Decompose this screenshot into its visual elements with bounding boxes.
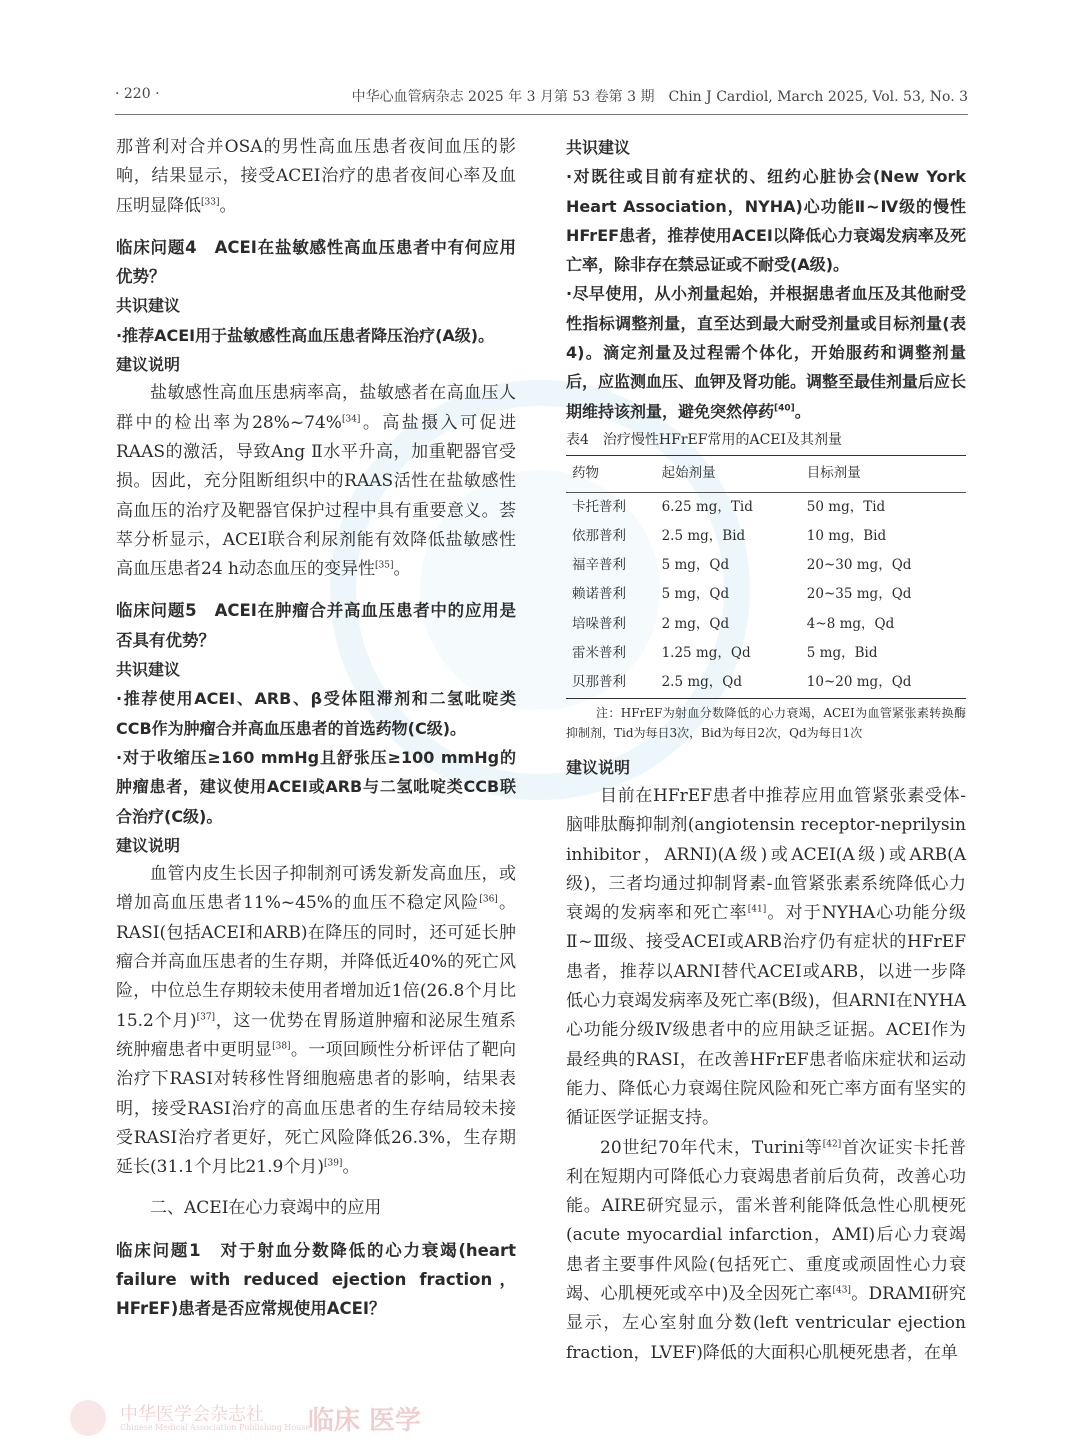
column-header: 目标剂量 [801, 456, 966, 492]
target-dose: 5 mg，Bid [806, 645, 878, 662]
publisher-name-en: Chinese Medical Association Publishing House [120, 1423, 311, 1432]
journal-citation: 中华心血管病杂志 2025 年 3 月第 53 卷第 3 期 Chin J Cardiol, March 2025, Vol. 53, No. 3 [351, 89, 968, 105]
column-header: 药物 [566, 456, 656, 492]
explanation-heading: 建议说明 [566, 757, 631, 777]
drug-name: 贝那普利 [566, 668, 656, 698]
header-rule [115, 114, 968, 115]
drug-name: 依那普利 [572, 527, 626, 544]
paragraph: 血管内皮生长因子抑制剂可诱发新发高血压，或增加高血压患者11%~45%的血压不稳定风险[36]。RASI(包括ACEI和ARB)在降压的同时，还可延长肿瘤合并高血压患者的生存期，并降低近40%的死亡风险，中位总生存期较未使用者增加近1倍(26.8个月比15.2个月)[37]，这一优势在胃肠道肿瘤和泌尿生殖系统肿瘤患者中更明显[38]。一项回顾性分析评估了靶向治疗下RASI对转移性肾细胞癌患者的影响，结果表明，接受RASI治疗的高血压患者的生存结局较未接受RASI治疗者更好，死亡风险降低26.3%，生存期延长(31.1个月比21.9个月)[39]。 [116, 864, 517, 1178]
column-header: 起始剂量 [656, 456, 801, 492]
question-5-title: 临床问题5 ACEI在肿瘤合并高血压患者中的应用是否具有优势？ [116, 601, 516, 650]
target-dose: 10 mg，Bid [806, 527, 887, 544]
paragraph: 20世纪70年代末，Turini等[42]首次证实卡托普利在短期内可降低心力衰竭患者前后负荷，改善心功能。AIRE研究显示，雷米普利能降低急性心肌梗死(acute myocardial infarction，AMI)后心力衰竭患者主要事件风险(包括死亡、重度或顽固性心力衰竭、心肌梗死或卒中)及全因死亡率[43]。DRAMI研究显示，左心室射血分数(left ventricular ejection fraction，LVEF)降低的大面积心肌梗死患者，在单 [566, 1137, 966, 1363]
start-dose: 2.5 mg，Qd [656, 668, 801, 698]
table-row [566, 522, 966, 551]
recommendation: ·推荐ACEI用于盐敏感性高血压患者降压治疗(A级)。 [116, 325, 495, 345]
table-header-row [566, 456, 966, 492]
drug-name: 卡托普利 [572, 498, 626, 515]
consensus-heading: 共识建议 [116, 296, 181, 316]
table-caption: 表4 治疗慢性HFrEF常用的ACEI及其剂量 [566, 431, 843, 448]
target-dose: 50 mg，Tid [806, 498, 886, 515]
table-row [566, 492, 966, 522]
recommendation: ·推荐使用ACEI、ARB、β受体阻滞剂和二氢吡啶类CCB作为肿瘤合并高血压患者的首选药物(C级)。 [116, 689, 516, 738]
page-header [115, 86, 968, 108]
right-column [566, 133, 966, 1368]
left-column [116, 133, 516, 1324]
start-dose: 2.5 mg，Bid [661, 527, 746, 544]
brand-logo: 临床 医学 [308, 1406, 422, 1436]
question-4-title: 临床问题4 ACEI在盐敏感性高血压患者中有何应用优势？ [116, 237, 516, 287]
explanation-heading: 建议说明 [116, 835, 181, 855]
recommendation: ·对于收缩压≥160 mmHg且舒张压≥100 mmHg的肿瘤患者，建议使用ACEI或ARB与二氢吡啶类CCB联合治疗(C级)。 [116, 747, 516, 826]
consensus-heading: 共识建议 [566, 138, 631, 157]
paragraph: 目前在HFrEF患者中推荐应用血管紧张素受体-脑啡肽酶抑制剂(angiotensin receptor-neprilysin inhibitor，ARNI)(A级)或ACEI(A级)或ARB(A级)，三者均通过抑制肾素-血管紧张素系统降低心力衰竭的发病率和死亡率[41]。对于NYHA心功能分级Ⅱ~Ⅲ级、接受ACEI或ARB治疗仍有症状的HFrEF患者，推荐以ARNI替代ACEI或ARB，以进一步降低心力衰竭发病率及死亡率(B级)，但ARNI在NYHA心功能分级Ⅳ级患者中的应用缺乏证据。ACEI作为最经典的RASI，在改善HFrEF患者临床症状和运动能力、降低心力衰竭住院风险和死亡率方面有坚实的循证医学证据支持。 [566, 785, 967, 1129]
drug-name: 培哚普利 [572, 615, 626, 632]
drug-name: 雷米普利 [572, 645, 626, 662]
start-dose: 6.25 mg，Tid [661, 498, 753, 515]
target-dose: 20~30 mg，Qd [806, 557, 912, 574]
start-dose: 5 mg，Qd [661, 557, 730, 574]
dosage-table [566, 455, 966, 698]
publisher-logo-icon [70, 1400, 106, 1436]
recommendation: ·对既往或目前有症状的、纽约心脏协会(New York Heart Association，NYHA)心功能Ⅱ~Ⅳ级的慢性HFrEF患者，推荐使用ACEI以降低心力衰竭发病率及死亡率，除非存在禁忌证或不耐受(A级)。 [566, 167, 966, 275]
publisher-name: 中华医学会杂志社 [120, 1404, 264, 1425]
paragraph: 盐敏感性高血压患病率高，盐敏感者在高血压人群中的检出率为28%~74%[34]。高盐摄入可促进RAAS的激活，导致Ang Ⅱ水平升高，加重靶器官受损。因此，充分阻断组织中的RAAS活性在盐敏感性高血压的治疗及靶器官保护过程中具有重要意义。荟萃分析显示，ACEI联合利尿剂能有效降低盐敏感性高血压患者24 h动态血压的变异性[35]。 [116, 383, 516, 580]
start-dose: 2 mg，Qd [661, 615, 730, 632]
start-dose: 1.25 mg，Qd [661, 645, 751, 662]
target-dose: 20~35 mg，Qd [806, 586, 912, 603]
consensus-heading: 共识建议 [116, 660, 181, 680]
explanation-heading: 建议说明 [116, 355, 181, 375]
table-row [566, 610, 966, 639]
paragraph: 那普利对合并OSA的男性高血压患者夜间血压的影响，结果显示，接受ACEI治疗的患者夜间心率及血压明显降低[33]。 [116, 137, 516, 216]
section-heading: 二、ACEI在心力衰竭中的应用 [150, 1198, 382, 1219]
table-row [566, 639, 966, 668]
drug-name: 福辛普利 [572, 557, 626, 574]
table-row [566, 668, 966, 698]
table-row [566, 551, 966, 580]
table-row [566, 580, 966, 609]
table-note: 注：HFrEF为射血分数降低的心力衰竭，ACEI为血管紧张素转换酶抑制剂，Tid为每日3次，Bid为每日2次，Qd为每日1次 [566, 705, 966, 740]
start-dose: 5 mg，Qd [661, 586, 730, 603]
drug-name: 赖诺普利 [572, 586, 626, 603]
recommendation: ·尽早使用，从小剂量起始，并根据患者血压及其他耐受性指标调整剂量，直至达到最大耐受剂量或目标剂量(表4)。滴定剂量及过程需个体化，开始服药和调整剂量后，应监测血压、血钾及肾功能。调整至最佳剂量后应长期维持该剂量，避免突然停药[40]。 [566, 284, 967, 421]
page-number: · 220 · [115, 86, 160, 102]
hf-question-1-title: 临床问题1 对于射血分数降低的心力衰竭(heart failure with reduced ejection fraction，HFrEF)患者是否应常规使用ACEI？ [116, 1240, 516, 1319]
target-dose: 10~20 mg，Qd [801, 668, 966, 698]
target-dose: 4~8 mg，Qd [806, 615, 895, 632]
